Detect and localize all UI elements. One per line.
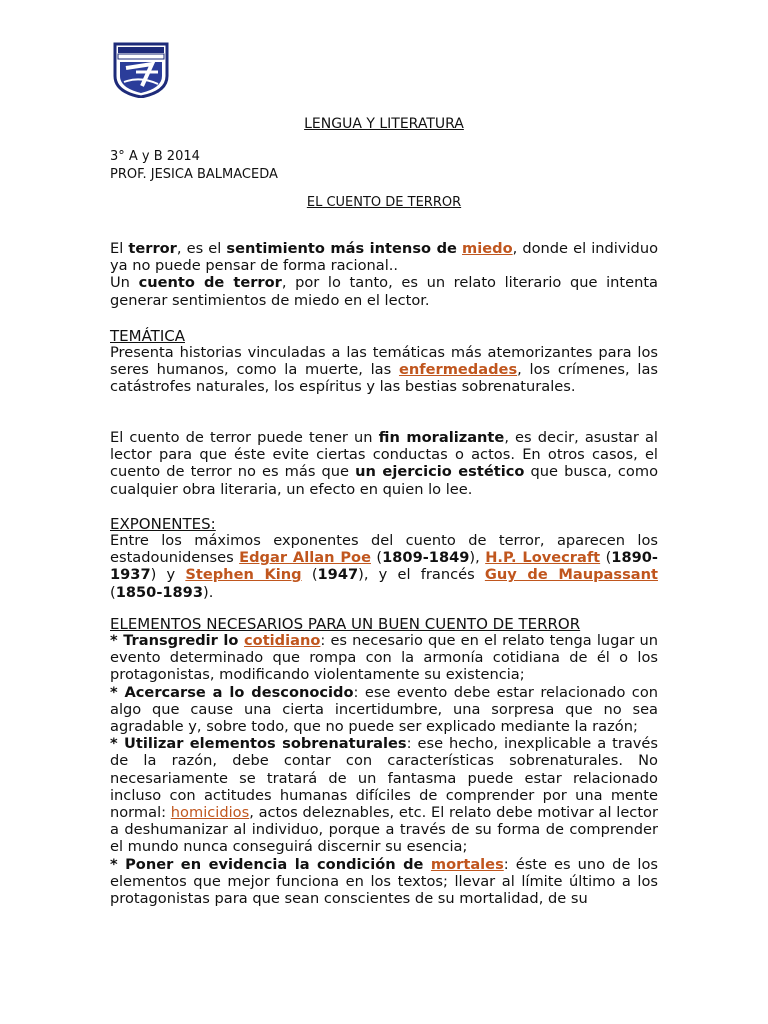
- tematica-paragraph-1: Presenta historias vinculadas a las temáticas más atemorizantes para los seres humanos, como la muerte, las enfermedades, los crímenes, las catástrofes naturales, los espíritus y las bestias sobrenaturales.: [110, 344, 658, 396]
- tematica-paragraph-2: El cuento de terror puede tener un fin moralizante, es decir, asustar al lector para que éste evite ciertas conductas o actos. En otros casos, el cuento de terror no es más que un ejercicio estético que busca, como cualquier obra literaria, un efecto en quien lo lee.: [110, 429, 658, 498]
- link-guy-de-maupassant[interactable]: Guy de Maupassant: [484, 566, 658, 584]
- intro-paragraph-1: El terror, es el sentimiento más intenso de miedo, donde el individuo ya no puede pensar de forma racional..: [110, 240, 658, 275]
- link-mortales[interactable]: mortales: [430, 855, 504, 873]
- elementos-heading: ELEMENTOS NECESARIOS PARA UN BUEN CUENTO DE TERROR: [110, 615, 581, 633]
- list-item: * Poner en evidencia la condición de mortales: éste es uno de los elementos que mejor funciona en los textos; llevar al límite último a los protagonistas para que sean conscientes de su mortalidad, de su: [110, 855, 658, 908]
- link-cotidiano[interactable]: cotidiano: [244, 632, 321, 649]
- institute-logo: [112, 42, 170, 98]
- link-miedo[interactable]: miedo: [462, 240, 513, 257]
- exponentes-paragraph: Entre los máximos exponentes del cuento de terror, aparecen los estadounidenses Edgar Allan Poe (1809-1849), H.P. Lovecraft (1890-1937) y Stephen King (1947), y el francés Guy de Maupassant (1850-1893).: [110, 532, 658, 601]
- document-subtitle: EL CUENTO DE TERROR: [306, 195, 462, 210]
- intro-section: [110, 240, 658, 309]
- link-hp-lovecraft[interactable]: H.P. Lovecraft: [485, 549, 601, 567]
- list-item: * Acercarse a lo desconocido: ese evento debe estar relacionado con algo que cause una cierta incertidumbre, una sorpresa que no sea agradable y, sobre todo, que no puede ser explicado mediante la razón;: [110, 683, 658, 736]
- link-enfermedades[interactable]: enfermedades: [398, 361, 518, 379]
- course-line: 3° A y B 2014: [110, 149, 200, 164]
- list-item: * Utilizar elementos sobrenaturales: ese hecho, inexplicable a través de la razón, debe contar con características sobrenaturales. No necesariamente se tratará de un fantasma puede estar relacionado incluso con actitudes humanas difíciles de comprender por una mente normal: homicidios, actos deleznables, etc. El relato debe motivar al lector a deshumanizar al individuo, porque a través de su forma de comprender el mundo nunca conseguirá discernir su esencia;: [110, 735, 658, 856]
- exponentes-heading: EXPONENTES:: [110, 515, 216, 533]
- teacher-line: PROF. JESICA BALMACEDA: [110, 167, 278, 182]
- elementos-list: [110, 632, 658, 907]
- page-title: LENGUA Y LITERATURA: [304, 116, 464, 132]
- link-homicidios[interactable]: homicidios: [170, 804, 250, 822]
- tematica-heading: TEMÁTICA: [110, 327, 185, 345]
- link-stephen-king[interactable]: Stephen King: [185, 566, 302, 584]
- link-edgar-allan-poe[interactable]: Edgar Allan Poe: [239, 549, 371, 567]
- intro-paragraph-2: Un cuento de terror, por lo tanto, es un relato literario que intenta generar sentimientos de miedo en el lector.: [110, 274, 658, 309]
- list-item: * Transgredir lo cotidiano: es necesario que en el relato tenga lugar un evento determinado que rompa con la armonía cotidiana de él o los protagonistas, modificando violentamente su existencia;: [110, 632, 659, 684]
